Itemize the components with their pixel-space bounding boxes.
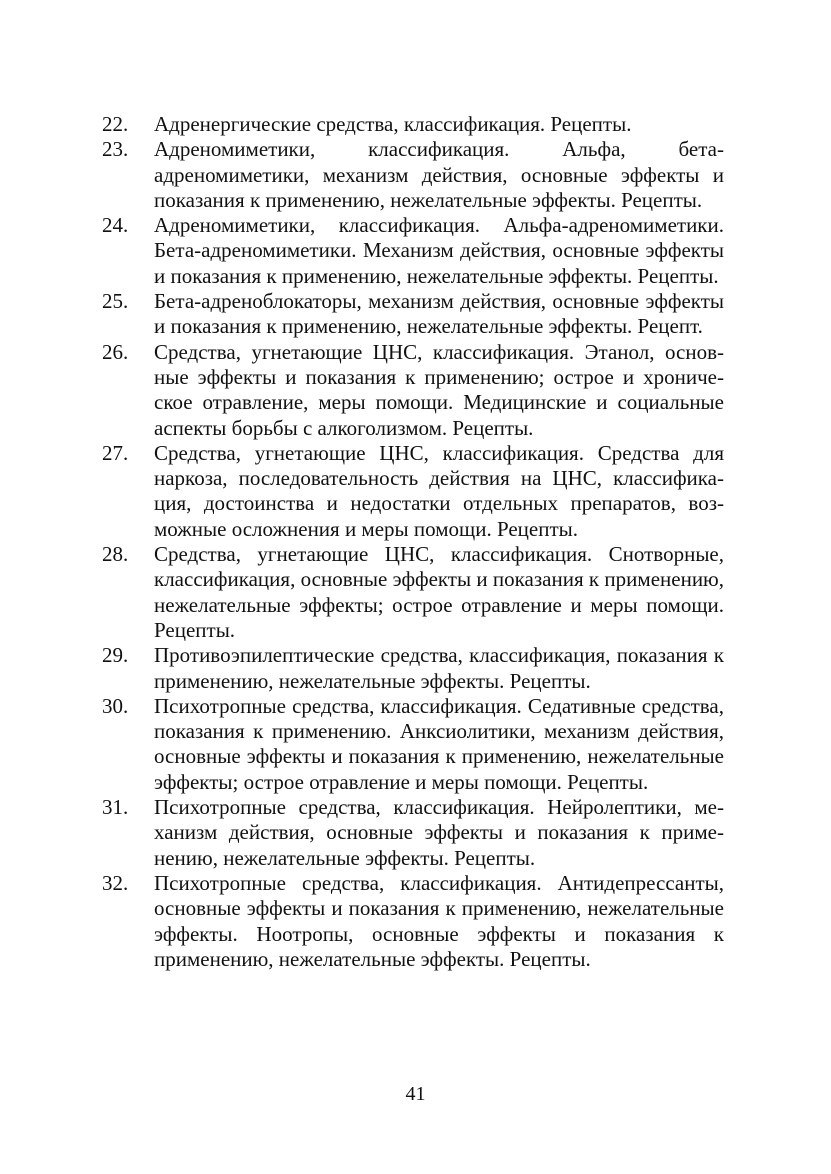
question-item <box>102 694 724 795</box>
question-number: 29. <box>102 643 129 668</box>
question-text: Психотропные средства, классификация. Антидепрессанты, основные эффекты и показания к применению, нежелательные эффекты. Ноотропы, основные эффекты и показания к применению, нежелательные эффекты. Рецепты. <box>154 870 724 971</box>
question-number: 31. <box>102 795 129 820</box>
question-text: Адренергические средства, классификация. Рецепты. <box>154 112 632 136</box>
question-item <box>102 795 724 871</box>
page-number: 41 <box>405 1083 426 1105</box>
question-number: 26. <box>102 339 129 364</box>
question-item <box>102 112 724 137</box>
question-text: Адреномиметики, классификация. Альфа-адреномиметики. Бета-адреномиметики. Механизм действия, основные эффекты и показания к применению, нежелательные эффекты. Рецепты. <box>154 213 724 288</box>
question-item <box>102 542 724 643</box>
question-text: Бета-адреноблокаторы, механизм действия, основные эффекты и показания к применению, нежелательные эффекты. Рецепт. <box>154 289 724 339</box>
question-number: 23. <box>102 137 129 162</box>
question-text: Психотропные средства, классификация. Седативные средства, показания к применению. Анксиолитики, механизм действия, основные эффекты и показания к применению, нежелательные эффекты; острое отравление и меры помощи. Рецепты. <box>154 693 724 794</box>
question-item <box>102 340 724 441</box>
question-number: 30. <box>102 693 129 718</box>
question-number: 28. <box>102 542 129 567</box>
question-item <box>102 643 724 694</box>
question-number: 22. <box>102 112 129 136</box>
question-item <box>102 213 724 289</box>
question-text: Психотропные средства, классификация. Нейролептики, механизм действия, основные эффекты и показания к применению, нежелательные эффекты. Рецепты. <box>154 795 724 870</box>
question-text: Адреномиметики, классификация. Альфа, бета-адреномиметики, механизм действия, основные эффекты и показания к применению, нежелательные эффекты. Рецепты. <box>154 137 724 212</box>
question-text: Средства, угнетающие ЦНС, классификация. Снотворные, классификация, основные эффекты и показания к применению, нежелательные эффекты; острое отравление и меры помощи. Рецепты. <box>154 542 724 642</box>
question-item <box>102 441 724 542</box>
exam-question-list <box>102 112 724 972</box>
question-text: Средства, угнетающие ЦНС, классификация. Этанол, основные эффекты и показания к применению; острое и хроническое отравление, меры помощи. Медицинские и социальные аспекты борьбы с алкоголизмом. Рецепты. <box>154 339 724 440</box>
question-number: 27. <box>102 440 129 465</box>
question-number: 25. <box>102 289 129 314</box>
question-item <box>102 871 724 972</box>
question-number: 24. <box>102 213 129 238</box>
question-number: 32. <box>102 870 129 895</box>
question-item <box>102 137 724 213</box>
question-text: Противоэпилептические средства, классификация, показания к применению, нежелательные эффекты. Рецепты. <box>154 643 724 693</box>
question-text: Средства, угнетающие ЦНС, классификация. Средства для наркоза, последовательность действия на ЦНС, классификация, достоинства и недостатки отдельных препаратов, возможные осложнения и меры помощи. Рецепты. <box>154 440 724 541</box>
question-item <box>102 289 724 340</box>
